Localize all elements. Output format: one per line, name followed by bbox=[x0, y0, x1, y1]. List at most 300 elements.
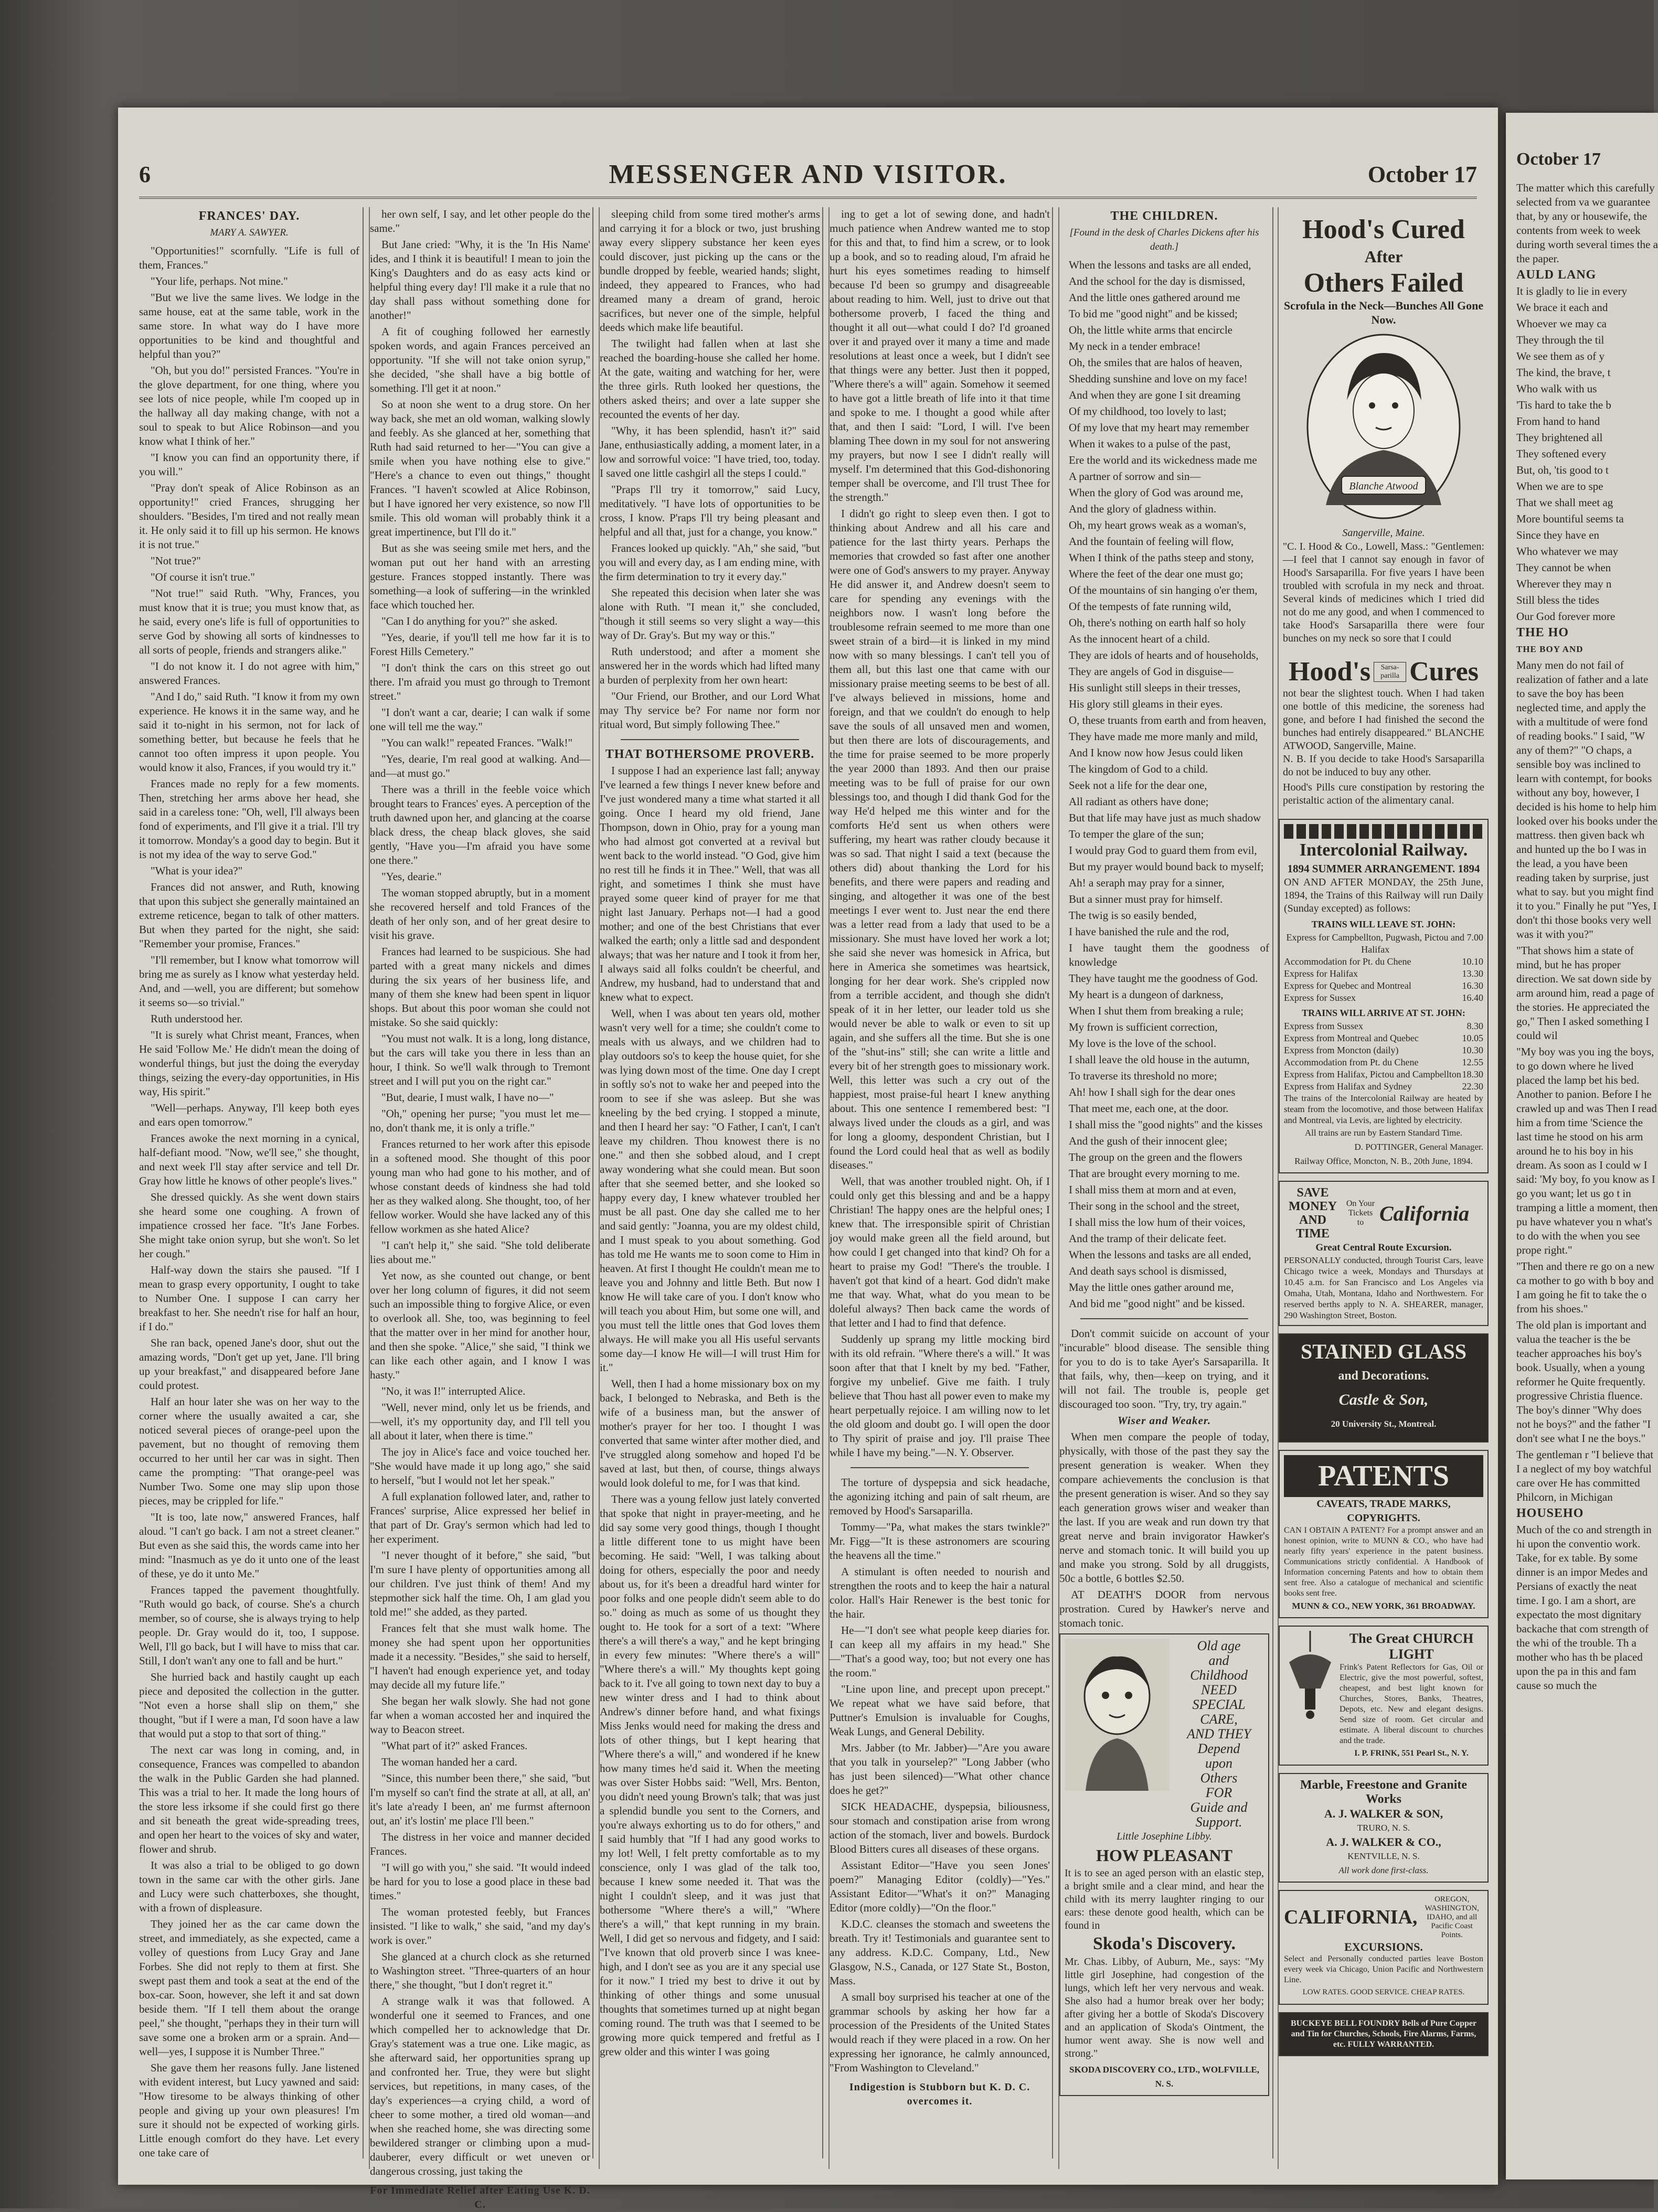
california-big: CALIFORNIA, bbox=[1284, 1906, 1418, 1928]
skoda-side-line: AND THEY bbox=[1186, 1726, 1251, 1741]
poem-line: Shedding sunshine and love on my face! bbox=[1069, 372, 1248, 385]
paragraph: "Your life, perhaps. Not mine." bbox=[151, 275, 288, 287]
california-text: PERSONALLY conducted, through Tourist Cars, leave Chicago twice a week, Mondays and Thursdays at 10.45 a.m. for San Francisco and Los Angeles via Omaha, Utah, Montana, Idaho and Northwestern. For reserved berths apply to N. A. SHEARER, manager, 290 Washington Street, Boston. bbox=[1284, 1255, 1483, 1320]
poem-line: When we are to spe bbox=[1516, 480, 1603, 493]
poem-line: They have taught me the goodness of God. bbox=[1069, 972, 1258, 985]
railway-leave-table bbox=[1284, 932, 1483, 1004]
adjacent-poem-title: AULD LANG bbox=[1516, 268, 1597, 282]
excursions-word: EXCURSIONS. bbox=[1344, 1940, 1423, 1953]
article-title-wiser: Wiser and Weaker. bbox=[1117, 1414, 1211, 1427]
marble-firm-1: A. J. WALKER & SON, bbox=[1324, 1807, 1443, 1820]
marble-title: Marble, Freestone and Granite Works bbox=[1300, 1778, 1468, 1806]
adjacent-subsection-title: THE BOY AND bbox=[1516, 644, 1583, 654]
article-body-proverb bbox=[600, 764, 820, 2059]
adjacent-section-title: THE HO bbox=[1516, 626, 1569, 639]
skoda-side-line: NEED bbox=[1201, 1682, 1237, 1697]
poem-line: I shall miss the low hum of their voices, bbox=[1069, 1216, 1246, 1228]
paragraph: Suddenly up sprang my little mocking bird with its old refrain. "Where there's a will." It was soon after that that I knelt by my bed. "Father, forgive my unbelief. Give me faith. I truly believe that Thou hast all power even to make my heart perpetually rejoice. I am willing now to let the old gloom and doubt go. I will open the door to Thy spirit of praise and joy. I'll praise Thee while I have my being."—N. Y. Observer. bbox=[830, 1333, 1050, 1459]
paragraph: I didn't go right to sleep even then. I got to thinking about Andrew and all his care and patience for the last thirty years. Perhaps the memories that crowded so fast after one another were one of God's answers to my prayer. Anyway He did answer it, and Andrew doesn't seem to care for spending any evenings with the neighbors now. I wasn't long before the troublesome refrain seemed to me more than one sweet strain of a bird—it is linked in my mind now with so many blessings. I can't tell you of them all, but this last one that came with our missionary praise meeting seems to be best of all. I've always believed in missions, home and foreign, and that we couldn't do enough to help save the souls of all unsaved men and women, but then there are lots of discouragements, and the time for praise seemed to be more properly the year 2000 than 1893. And then our praise meeting was to be full of praise for our own blessings too, and though I did thank God for the way He'd helped me this winter and for the comforts He'd sent us when others were suffering, my heart was rather cloudy because it was so sad. That night I said a text (because the others did) about thanking the Lord for his benefits, and there were papers and reading and singing, and altogether it was one of the best meetings I ever went to. Just near the end there was a letter read from a lady that used to be a missionary. She must have loved her work a lot; she said she never was homesick in Africa, but here in America she sometimes was heartsick, longing for her dear work. She's crippled now from a terrible accident, and though she didn't speak of it in her letter, our leader told us she would never be able to walk or even to sit up again, and she suffers all the time. But she is one of the "shut-ins" still; she can write a little and every bit of her strength goes to missionary work. Well, this letter was such a cry out of the happiest, most praise-ful heart I knew anything about. This one sentence I remembered best: "I always lived under the clouds as a girl, and was for long a gloomy, despondent Christian, but I found the Lord could heal that as well as bodily diseases." bbox=[830, 507, 1050, 1171]
timetable-row bbox=[1284, 1056, 1483, 1068]
short-item: K.D.C. cleanses the stomach and sweetens the breath. Try it! Testimonials and guarantee sent to any address. K.D.C. Company, Ltd., New Glasgow, N.S., Canada, or 127 State St., Boston, Mass. bbox=[830, 1918, 1050, 1987]
paragraph: "I will go with you," she said. "It would indeed be hard for you to lose a good place in these bad times." bbox=[370, 1861, 590, 1902]
poem-line: O, these truants from earth and from heaven, bbox=[1069, 714, 1267, 726]
poem-line: The kind, the brave, t bbox=[1516, 366, 1611, 379]
paragraph: "Why, it has been splendid, hasn't it?" said Jane, enthusiastically adding, a moment later, in a low and sorrowful voice: "I have tried, too, today. I saved one little cashgirl all the steps I could." bbox=[600, 424, 820, 479]
poem-line: All radiant as others have done; bbox=[1069, 795, 1209, 808]
train-name: Express from Sussex bbox=[1284, 1021, 1363, 1031]
hoods-subhead: Scrofula in the Neck—Bunches All Gone Now. bbox=[1283, 299, 1484, 326]
article-proverb-continued bbox=[830, 207, 1050, 1460]
railway-title: Intercolonial Railway. bbox=[1299, 840, 1468, 860]
paragraph: Frances did not answer, and Ruth, knowing that upon this subject she generally maintained an extreme reticence, began to talk of other matters. But when they parted for the night, she said: "Remember your promise, Frances." bbox=[139, 881, 359, 950]
ayer-ad bbox=[1059, 1327, 1269, 1412]
poem-line: Of my love that my heart may remember bbox=[1069, 421, 1249, 434]
poem-line: We see them as of y bbox=[1516, 350, 1604, 362]
skoda-side-line: and bbox=[1208, 1653, 1229, 1668]
poem-line: As the innocent heart of a child. bbox=[1069, 633, 1210, 645]
poem-line: Where the feet of the dear one must go; bbox=[1069, 568, 1244, 580]
poem-line: Oh, there's nothing on earth half so holy bbox=[1069, 616, 1246, 629]
paragraph: "I never thought of it before," she said, "but I'm sure I have plenty of opportunities among all our children. I've just think of them! And my stepmother sick half the time. Oh, I am glad you told me!" she added, as they parted. bbox=[370, 1549, 590, 1618]
railway-intro: ON AND AFTER MONDAY, the 25th June, 1894, the Trains of this Railway will run Daily (Sunday excepted) as follows: bbox=[1284, 877, 1483, 914]
hoods-ad bbox=[1279, 210, 1489, 649]
train-time: 16.40 bbox=[1462, 992, 1483, 1003]
short-items bbox=[830, 1476, 1050, 2075]
column-3 bbox=[599, 207, 820, 2169]
paragraph: There was a young fellow just lately converted that spoke that night in prayer-meeting, and he did say some very good things, though I thought a little different tone to us might have been becoming. He said: "Well, I was talking about doing for others, especially the poor and needy about us, for it's been a dreadful hard winter for poor folks and one people didn't seem able to do so." doing as much as some of us thought they ought to. He took for a sort of a text: "Where there's a will there's a way," and he kept bringing in every few minutes: "Where there's a will" "Where there's a will." My thoughts kept going back to it. I've all going to town next day to buy a new winter dress and I had to think about Andrew's dinner before hand, and what fixings Miss Jenks would need for making the dress and lots of other things, but I kept hearing that "Where there's a will," and wondered if he knew how many times he'd said it. When the meeting was over Sister Hobbs said: "Well, Mrs. Benton, you didn't need young Brown's talk; that was just a splendid bundle you sent to the Corners, and you're always exhorting us to do for others," and I said humbly that "If I had any good works to my lot! Well, I felt pretty comfortable as to my conscience, only I was glad of the talk too, because I knew some needed it. That was the night I couldn't sleep, and it was just that bothersome "Where there's a will," "Where there's a will," that kept running in my brain. Well, I did get so nervous and fidgety, and I said: "I've known that old proverb since I was knee-high, and I don't see as you are it any special use for it now." I tried my best to drive it out by thinking of other things and some unusual thoughts that sometimes turned up at night began coming round. The truth was that I seemed to be growing more quick tempered and fretful as I grew older and this winter I was going bbox=[600, 1493, 820, 2058]
railway-season: 1894 SUMMER ARRANGEMENT. 1894 bbox=[1287, 862, 1480, 875]
church-light-maker: I. P. FRINK, 551 Pearl St., N. Y. bbox=[1354, 1749, 1469, 1758]
railway-note-time: All trains are run by Eastern Standard Time. bbox=[1304, 1128, 1463, 1138]
railway-note: The trains of the Intercolonial Railway are heated by steam from the locomotive, and those between Halifax and Montreal, via Levis, are lighted by electricity. bbox=[1284, 1093, 1483, 1125]
adjacent-page-column bbox=[1516, 181, 1658, 1695]
patents-ad bbox=[1279, 1450, 1489, 1618]
adjacent-page-date: October 17 bbox=[1516, 149, 1601, 169]
paragraph: So at noon she went to a drug store. On her way back, she met an old woman, walking slowly and feebly. As she glanced at her, something that Ruth had said returned to her—"You can give a smile when you have nothing else to give." "Here's a chance to even out things," thought Frances. "I haven't scowled at Alice Robinson, but I have ignored her very existence, so now I'll smile. This old woman will probably think it a great impertinence, but I'll do it." bbox=[370, 398, 590, 538]
california-states: OREGON, WASHINGTON, IDAHO, and all Pacific Coast Points. bbox=[1425, 1895, 1479, 1939]
poem-line: And bid me "good night" and be kissed. bbox=[1069, 1297, 1245, 1310]
skoda-side-line: Support. bbox=[1195, 1814, 1242, 1830]
newspaper-page bbox=[118, 108, 1498, 2210]
poem-line: My neck in a tender embrace! bbox=[1069, 340, 1201, 352]
poem-line: They have made me more manly and mild, bbox=[1069, 730, 1258, 743]
train-time: 10.10 bbox=[1462, 956, 1483, 967]
paragraph: "Since, this number been there," she said, "but I'm myself so can't find the strate at all, at all, an' it's late a'ready I been, an' me furmst afternoon out, an' it's lostin' me place I'll been." bbox=[370, 1772, 590, 1827]
train-time: 7.00 bbox=[1466, 932, 1483, 943]
church-light-title: The Great CHURCH LIGHT bbox=[1349, 1631, 1474, 1662]
poem-body bbox=[1059, 258, 1269, 1311]
poem-line: And the gush of their innocent glee; bbox=[1069, 1135, 1228, 1147]
railway-manager: D. POTTINGER, General Manager. bbox=[1354, 1142, 1483, 1152]
adjacent-page bbox=[1506, 113, 1658, 2179]
paragraph: "Praps I'll try it tomorrow," said Lucy, meditatively. "I have lots of opportunities to be cross, I know. P'raps I'll try being pleasant and helpful and all that, just for a change, you know." bbox=[600, 483, 820, 538]
divider bbox=[621, 739, 799, 740]
paragraph: "Not true!" said Ruth. "Why, Frances, you must know that it is true; you must know that, as he said, every one's life is full of opportunities to serve God by showing all sorts of kindnesses to all sorts of people, friends and strangers alike." bbox=[139, 587, 359, 656]
poem-line: I shall miss them at morn and at even, bbox=[1069, 1183, 1237, 1196]
paragraph: "Our Friend, our Brother, and our Lord What may Thy service be? For name nor form nor ritual word, But simply following Thee." bbox=[600, 690, 820, 731]
train-name: Express for Halifax bbox=[1284, 968, 1358, 979]
poem-line: And the fountain of feeling will flow, bbox=[1069, 535, 1234, 548]
paragraph: A strange walk it was that followed. A wonderful one it seemed to Frances, and one which compelled her to acknowledge that Dr. Gray's statement was a true one. Like magic, as she afterward said, her opportunities sprang up and confronted her. True, they were but slight services, but repetitions, in many cases, of the day's experiences—a crying child, a word of cheer to some mother, a tired old woman—and when she reached home, she was directing some bewildered stranger or climbing upon a mud-dauberer, every difficult or wet uneven or dangerous crossing, just taking the bbox=[370, 1995, 590, 2177]
paragraph: Yet now, as she counted out change, or bent over her long column of figures, it did not seem such an impossible thing to forgive Alice, or even to overlook all. She, too, was beginning to feel that the matter over in her mind for another hour, and then she spoke. "Alice," she said, "I think we can like each other again, and I know I was hasty." bbox=[370, 1269, 590, 1381]
short-item: Tommy—"Pa, what makes the stars twinkle?" Mr. Figg—"It is these astronomers are scouring the heavens all the time." bbox=[830, 1521, 1050, 1562]
poem-line: Who walk with us bbox=[1516, 382, 1597, 395]
poem-note: [Found in the desk of Charles Dickens after his death.] bbox=[1069, 227, 1259, 252]
paragraph: The next car was long in coming, and, in consequence, Frances was compelled to abandon the walk in the Public Garden she had planned. This was a trial to her. It made the long hours of the store less irksome if she could first go there and sit beneath the great wide-spreading trees, and open her heart to the voices of sky and water, flower and shrub. bbox=[139, 1744, 359, 1855]
hoods-headline-3: Others Failed bbox=[1303, 268, 1464, 298]
poem-line: Still bless the tides bbox=[1516, 594, 1600, 606]
california-excursion-note: LOW RATES. GOOD SERVICE. CHEAP RATES. bbox=[1302, 1988, 1465, 1996]
poem-line: My love is the love of the school. bbox=[1069, 1037, 1217, 1050]
paragraph: She began her walk slowly. She had not gone far when a woman accosted her and inquired the way to Beacon street. bbox=[370, 1695, 590, 1736]
poem-line: From hand to hand bbox=[1516, 415, 1600, 428]
sarsaparilla-tag: Sarsa-parilla bbox=[1374, 662, 1406, 682]
paragraph: "I do not know it. I do not agree with him," answered Frances. bbox=[139, 660, 359, 687]
train-name: Express from Halifax and Sydney bbox=[1284, 1081, 1412, 1092]
poem-line: To bid me "good night" and be kissed; bbox=[1069, 307, 1238, 320]
paragraph: Much of the co and strength in hi upon the conventio work. Take, for ex table. By some dinner is an impor Medes and Persians of exactly the neat time. I go. I am a short, are expectato the most dignitary backache that com strength of the whi of the trouble. Th a mother who has th be placed upon the pa in this and fam cause so much the bbox=[1516, 1523, 1652, 1692]
paragraph: "Yes, dearie." bbox=[381, 870, 442, 883]
poem-line: When the lessons and tasks are all ended, bbox=[1069, 1248, 1251, 1261]
paragraph: "It is too, late now," answered Frances, half aloud. "I can't go back. I am not a street cleaner." But even as she said this, the words came into her mind: "Inasmuch as ye do it unto one of the least of these, ye do it unto Me." bbox=[139, 1511, 359, 1580]
save-money-text: SAVE MONEY AND TIME bbox=[1289, 1186, 1337, 1241]
paragraph: Many men do not fail of realization of father and a late to save the boy has been neglected time, and apply the with a multitude of were fond of reading books." I said, "W any of them?" "O chaps, a sensible boy was inclined to learn with contempt, for books without any boy, however, I decided is his home to help him looked over his books under the mattress. then given back wh and hunted up the bo I was in the lead, a you have been reading taken by surprise, just what to say. but you might find it to you." Finally he put "Yes, I don't thi those books very well was it with you?" bbox=[1516, 659, 1657, 941]
stained-glass-address: 20 University St., Montreal. bbox=[1331, 1419, 1437, 1429]
paragraph: The woman stopped abruptly, but in a moment she recovered herself and told Frances of the death of her only son, and of her great desire to visit his grave. bbox=[370, 886, 590, 942]
paragraph: The woman handed her a card. bbox=[381, 1756, 517, 1768]
paragraph: She glanced at a church clock as she returned to Washington street. "Three-quarters of an hour there," she thought, "but I don't regret it." bbox=[370, 1950, 590, 1991]
short-item: Assistant Editor—"Have you seen Jones' poem?" Managing Editor (coldly)—"Yes." Assistant Editor—"What's it on?" Managing Editor (more coldly)—"On the floor." bbox=[830, 1859, 1050, 1914]
skoda-side-line: Childhood bbox=[1190, 1668, 1248, 1683]
train-name: Express for Campbellton, Pugwash, Pictou and Halifax bbox=[1286, 932, 1464, 955]
kdc-footer-ad: For Immediate Relief after Eating Use K. D. C. bbox=[370, 2185, 590, 2210]
paragraph: "Then and there re go on a new ca mother to go with b boy and I am going he fit to take the o from his shoes." bbox=[1516, 1260, 1655, 1315]
patents-sub: CAVEATS, TRADE MARKS, COPYRIGHTS. bbox=[1316, 1498, 1451, 1524]
paragraph: her own self, I say, and let other people do the same." bbox=[370, 208, 590, 234]
column-5 bbox=[1058, 207, 1269, 2169]
poem-line: More bountiful seems ta bbox=[1516, 512, 1624, 525]
column-rule bbox=[822, 207, 823, 2158]
poem-line: Wherever they may n bbox=[1516, 578, 1612, 590]
poem-line: May the little ones gather around me, bbox=[1069, 1281, 1234, 1294]
adjacent-household-article bbox=[1516, 1523, 1658, 1693]
paragraph: "That shows him a state of mind, but he has proper direction. We sat down side by arm around him, read a page of the stories. He appreciated the go," Then I asked something I could wil bbox=[1516, 944, 1654, 1042]
train-time: 10.30 bbox=[1462, 1045, 1483, 1055]
paragraph: The distress in her voice and manner decided Frances. bbox=[370, 1831, 590, 1857]
poem-line: Of my childhood, too lovely to last; bbox=[1069, 405, 1227, 418]
timetable-row bbox=[1284, 1044, 1483, 1056]
paragraph: Frances returned to her work after this episode in a softened mood. She thought of this poor young man who had gone to his mother, and of whose constant deeds of kindness she had told her as they walked along. She thought, too, of her fellow worker. Would she have lacked any of this fellow workmen as she hated Alice? bbox=[370, 1138, 590, 1235]
column-rule bbox=[363, 207, 364, 2158]
patents-address: MUNN & CO., NEW YORK, 361 BROADWAY. bbox=[1292, 1601, 1475, 1611]
paragraph: "Opportunities!" scornfully. "Life is full of them, Frances." bbox=[139, 244, 359, 271]
paragraph: The gentleman r "I believe that I a neglect of my boy watchful care over He has committed Philcorn, in Michigan bbox=[1516, 1448, 1654, 1503]
poem-line: And when they are gone I sit dreaming bbox=[1069, 389, 1241, 401]
poem-line: When the lessons and tasks are all ended, bbox=[1069, 259, 1251, 271]
paragraph: "Yes, dearie, if you'll tell me how far it is to Forest Hills Cemetery." bbox=[370, 631, 590, 658]
train-time: 12.55 bbox=[1462, 1057, 1483, 1067]
paragraph: She hurried back and hastily caught up each piece and deposited the collection in the gutter. "Not even a horse shall slip on them," she thought, "but if I were a man, I'd soon have a law that would put a stop to that sort of thing." bbox=[139, 1671, 359, 1740]
poem-line: The group on the green and the flowers bbox=[1069, 1151, 1242, 1163]
poem-line: The kingdom of God to a child. bbox=[1069, 763, 1208, 775]
train-time: 10.05 bbox=[1462, 1033, 1483, 1043]
timetable-row bbox=[1284, 968, 1483, 980]
train-time: 8.30 bbox=[1466, 1021, 1483, 1031]
poem-line: My heart is a dungeon of darkness, bbox=[1069, 988, 1224, 1001]
timetable-row bbox=[1284, 1068, 1483, 1081]
train-time: 13.30 bbox=[1462, 968, 1483, 979]
timetable-row bbox=[1284, 1020, 1483, 1032]
paragraph: AT DEATH'S DOOR from nervous prostration. Cured by Hawker's nerve and stomach tonic. bbox=[1059, 1588, 1269, 1629]
hoods-cures-text: not bear the slightest touch. When I had taken one bottle of this medicine, the soreness had gone, and before I had finished the second the bunches had entirely disappeared." BLANCHE ATWOOD, Sangerville, Maine. bbox=[1283, 688, 1484, 752]
train-name: Accommodation for Pt. du Chene bbox=[1284, 956, 1411, 967]
poem-line: Of the tempests of fate running wild, bbox=[1069, 600, 1231, 613]
portrait-nameplate: Blanche Atwood bbox=[1349, 480, 1418, 492]
paragraph: "Oh," opening her purse; "you must let me—no, don't thank me, it is only a trifle." bbox=[370, 1107, 590, 1134]
railway-banner-pattern bbox=[1284, 824, 1483, 839]
skoda-side-line: upon bbox=[1205, 1756, 1232, 1771]
story-title: FRANCES' DAY. bbox=[198, 209, 300, 223]
poem-line: Whoever we may ca bbox=[1516, 317, 1607, 330]
paragraph: "It is surely what Christ meant, Frances, when He said 'Follow Me.' He didn't mean the doing of wonderful things, but just the doing the everyday things, seizing the every-day opportunities, in His way, His spirit." bbox=[139, 1029, 359, 1098]
paragraph: "I'll remember, but I know what tomorrow will bring me as surely as I know what yesterday held. And, and —well, you are different; but somehow it seems so—so trivial." bbox=[139, 954, 359, 1009]
story-body bbox=[139, 244, 359, 2160]
column-rule bbox=[1272, 207, 1273, 2158]
paragraph: The woman protested feebly, but Frances insisted. "I like to walk," she said, "and my day's work is over." bbox=[370, 1906, 590, 1947]
paragraph: But Jane cried: "Why, it is the 'In His Name' ides, and I think it is beautiful! I mean to join the King's Daughters and do as easy acts kind or helpful thing every day! I'll make it a rule that no day shall pass without something done for another!" bbox=[370, 238, 590, 322]
hoods-brand: Hood's bbox=[1289, 657, 1371, 687]
paragraph: But as she was seeing smile met hers, and the woman put out her hand with an arresting gesture. Frances stopped instantly. There was something—a look of suffering—in the wrinkled face which touched her. bbox=[370, 542, 590, 611]
railway-arrive-head: TRAINS WILL ARRIVE AT ST. JOHN: bbox=[1302, 1008, 1465, 1018]
paragraph: They joined her as the car came down the street, and immediately, as she expected, came a volley of questions from Lucy Gray and Jane Forbes. She did not reply to them at first. She swept past them and took a seat at the end of the box-car. Soon, however, she left it and sat down beside them. "If I tell them about the orange peel," she thought, "perhaps they in their turn will save some one a broken arm or a sprain. And—well—yes, I suppose it is Number Three." bbox=[139, 1918, 359, 2058]
hoods-note: N. B. If you decide to take Hood's Sarsaparilla do not be induced to buy any other. bbox=[1283, 753, 1484, 778]
poem-line: But my prayer would bound back to myself; bbox=[1069, 860, 1264, 873]
hoods-headline-1: Hood's Cured bbox=[1302, 215, 1465, 244]
paragraph: "But, dearie, I must walk, I have no—" bbox=[381, 1091, 554, 1104]
poem-line: 'Tis hard to take the b bbox=[1516, 399, 1611, 411]
poem-line: I would pray God to guard them from evil, bbox=[1069, 844, 1257, 857]
paragraph: The matter which this carefully selected from va we guarantee that, by any or housewife, the contents from week to week during worth several times the a the paper. bbox=[1516, 181, 1658, 265]
hoods-cures-ad bbox=[1279, 657, 1489, 811]
portrait-blanche-atwood bbox=[1305, 332, 1462, 521]
poem-line: And the tramp of their delicate feet. bbox=[1069, 1232, 1227, 1245]
paragraph: "You can walk!" repeated Frances. "Walk!" bbox=[381, 736, 573, 749]
paragraph: I suppose I had an experience last fall; anyway I've learned a few things I never knew before and I've just wondered many a time what started it all going. Once I heard my old friend, Jane Thompson, down in Ohio, pray for a young man who had almost got converted at a revival but went back to the world instead. "O God, give him no rest till he finds it in Thee." Well, that was all right, and sometimes I think she must have prayed some queer kind of prayer for me that night last January. Perhaps not—I had a good mother; and one of the best Christians that ever walked the earth; only a little sad and despondent always; that was her nature and I took it from her, I always said all folks couldn't be cheerful, and Andrew, my husband, had to understand that and knew what to expect. bbox=[600, 764, 820, 1003]
paragraph: Frances felt that she must walk home. The money she had spent upon her opportunities made it a necessity. "Besides," she said to herself, "I haven't had enough experience yet, and today may decide all my future life." bbox=[370, 1622, 590, 1691]
poem-line: When I shut them from breaking a rule; bbox=[1069, 1005, 1244, 1017]
paragraph: "What part of it?" asked Frances. bbox=[381, 1739, 528, 1752]
poem-line: Oh, my heart grows weak as a woman's, bbox=[1069, 519, 1246, 531]
paragraph: She gave them her reasons fully. Jane listened with evident interest, but Lucy yawned and said: "How tiresome to be always thinking of other people and giving up your own pleasures! I'm sure it should not be expected of working girls. Little enough comfort do they have. Let every one take care of bbox=[139, 2061, 359, 2159]
paragraph: Well, when I was about ten years old, mother wasn't very well for a time; she couldn't come to meals with us always, and we children had to play outdoors so's to keep the house quiet, for she was lying down most of the time. One day I crept in softly so's not to wake her and peeped into the room to see if she was asleep. But she was kneeling by the bed crying. I stopped a minute, and then I heard her say: "O Father, I can't, I can't leave my children. Thou knowest there is no one." and then she sobbed aloud, and I crept away wondering what she could mean. But soon after that she seemed better, and she looked so happy every day, I knew whatever troubled her must be all past. One day she called me to her and said gently: "Joanna, you are my oldest child, and I must speak to you about something. God has told me He wants me to soon come to Him in heaven. At first I thought He couldn't mean me to leave you and Johnny and little Beth. But now I know He will take care of you. I don't know who will teach you about Him, but some one will, and you must tell the little ones that God loves them always. He will make you all His useful servants some day—I know He will—I will trust Him for it." bbox=[600, 1007, 820, 1374]
poem-line: His sunlight still sleeps in their tresses, bbox=[1069, 681, 1241, 694]
paragraph: When men compare the people of today, physically, with those of the past they say the present generation is weaker. When they compare achievements the conclusion is that the present generation is wiser. And so they say each generation grows wiser and weaker than the last. If you are weak and run down try that great nerve and brain invigorator Hawker's nerve and stomach tonic. It will build you up and make you strong. Sold by all druggists, 50c a bottle, 6 bottles $2.50. bbox=[1059, 1430, 1269, 1585]
poem-line: They through the til bbox=[1516, 334, 1604, 346]
marble-note: All work done first-class. bbox=[1338, 1865, 1429, 1875]
skoda-testimonial: Mr. Chas. Libby, of Auburn, Me., says: "My little girl Josephine, had congestion of the lungs, which left her very nervous and weak. She also had a humor break over her body; after giving her a bottle of Skoda's Discovery and an application of Skoda's Ointment, the humor went away. She is now well and strong." bbox=[1065, 1956, 1264, 2059]
marble-town-1: TRURO, N. S. bbox=[1357, 1823, 1410, 1833]
paragraph: "And I do," said Ruth. "I know it from my own experience. He knows it in the same way, and he said it to-night in his sermon, not for lack of something better, but because he feels that he cannot too often impress it upon people. You would know it also, Frances, if you would try it." bbox=[139, 690, 359, 774]
paragraph: Half an hour later she was on her way to the corner where the usually awaited a car, she noticed several pieces of orange-peel upon the pavement, but no thought of removing them occurred to her until her car was in sight. Then came the prompting: "That orange-peel was Number Two. Some one may slip upon those pieces, may be crippled for life." bbox=[139, 1395, 359, 1507]
child-portrait-icon bbox=[1065, 1639, 1170, 1791]
train-name: Express for Quebec and Montreal bbox=[1284, 980, 1411, 991]
poem-line: Ere the world and its wickedness made me bbox=[1069, 454, 1257, 466]
paragraph: The joy in Alice's face and voice touched her. "She would have made it up long ago," she said to herself, "but I would not let her speak." bbox=[370, 1446, 590, 1487]
adjacent-household-title: HOUSEHO bbox=[1516, 1506, 1584, 1520]
paragraph: Frances looked up quickly. "Ah," she said, "but you will and every day, as I am ending mine, with the firm determination to try it every day." bbox=[600, 542, 820, 583]
train-name: Express for Sussex bbox=[1284, 992, 1356, 1003]
paragraph: "My boy was you ing the boys, to go down where he lived placed the lamp bet his bed. Another to panion. Before I he crawled up and was Then I read him a from time 'Science the last time he stood on his arm around he to his boy in his dream. As soon as I could w I said: 'My boy, fo you know as I go you want; let us go t in tramping a little a moment, then pu have whatever you n what's to do with the when you see prope right." bbox=[1516, 1045, 1658, 1256]
poem-line: When it wakes to a pulse of the past, bbox=[1069, 437, 1231, 450]
marble-firm-2: A. J. WALKER & CO., bbox=[1326, 1835, 1441, 1848]
story-author: MARY A. SAWYER. bbox=[210, 227, 289, 238]
train-name: Express from Moncton (daily) bbox=[1284, 1045, 1399, 1055]
poem-line: And the glory of gladness within. bbox=[1069, 503, 1217, 515]
skoda-side-line: Others bbox=[1200, 1770, 1238, 1786]
paragraph: Ruth understood; and after a moment she answered her in the words which had lifted many a burden of perplexity from her own heart: bbox=[600, 645, 820, 686]
paragraph: "I don't want a car, dearie; I can walk if some one will tell me the way." bbox=[370, 706, 590, 733]
poem-line: They softened every bbox=[1516, 447, 1607, 460]
skoda-side-line: Guide and bbox=[1190, 1800, 1248, 1815]
poem-line: Oh, the little white arms that encircle bbox=[1069, 324, 1232, 336]
poem-line: To temper the glare of the sun; bbox=[1069, 828, 1204, 840]
timetable-row bbox=[1284, 980, 1483, 992]
paragraph: "No, it was I!" interrupted Alice. bbox=[381, 1385, 526, 1397]
poem-line: Their song in the school and the street, bbox=[1069, 1200, 1240, 1212]
poem-title: THE CHILDREN. bbox=[1110, 209, 1218, 223]
poem-line: Of the mountains of sin hanging o'er them, bbox=[1069, 584, 1258, 596]
poem-line: Ah! a seraph may pray for a sinner, bbox=[1069, 877, 1225, 889]
paragraph: "Can I do anything for you?" she asked. bbox=[381, 615, 558, 627]
skoda-side-line: SPECIAL CARE, bbox=[1192, 1697, 1246, 1727]
marble-works-ad bbox=[1279, 1773, 1489, 1883]
story-body-continued bbox=[370, 207, 590, 2178]
paragraph: "Well, never mind, only let us be friends, and—well, it's my opportunity day, and I'll tell you all about it later, when there is time." bbox=[370, 1401, 590, 1442]
poem-line: They brightened all bbox=[1516, 431, 1603, 444]
column-6-ads bbox=[1278, 207, 1489, 2169]
paragraph: She repeated this decision when later she was alone with Ruth. "I mean it," she concluded, "though it still seems so very slight a way—this way of Dr. Gray's. But my way or this." bbox=[600, 586, 820, 642]
poem-line: And death says school is dismissed, bbox=[1069, 1265, 1227, 1277]
paragraph: The twilight had fallen when at last she reached the boarding-house she called her home. At the gate, waiting and watching for her, were the three girls. Ruth looked her questions, the others asked theirs; and over a late supper she recounted the events of her day. bbox=[600, 337, 820, 421]
paragraph: A fit of coughing followed her earnestly spoken words, and again Frances perceived an opportunity. "If she will not take onion syrup," she decided, "she shall have a big bottle of something. I'll get it at noon." bbox=[370, 325, 590, 394]
poem-line: That are brought every morning to me. bbox=[1069, 1167, 1240, 1180]
poem-line: Since they have en bbox=[1516, 529, 1600, 541]
paragraph: She dressed quickly. As she went down stairs she heard some one coughing. A frown of impatience crossed her face. "It's Jane Forbes. She might take onion syrup, but she won't. So let her cough." bbox=[139, 1191, 359, 1260]
poem-line: And the little ones gathered around me bbox=[1069, 291, 1240, 304]
kdc-footer-ad: Indigestion is Stubborn but K. D. C. overcomes it. bbox=[849, 2081, 1030, 2107]
paragraph: "Well—perhaps. Anyway, I'll keep both eyes and ears open tomorrow." bbox=[139, 1102, 359, 1128]
poem-line: Oh, the smiles that are halos of heaven, bbox=[1069, 356, 1242, 369]
railway-leave-head: TRAINS WILL LEAVE ST. JOHN: bbox=[1311, 919, 1456, 929]
train-time: 18.30 bbox=[1462, 1069, 1483, 1080]
article-body-wiser bbox=[1059, 1430, 1269, 1630]
timetable-row bbox=[1284, 932, 1483, 956]
skoda-product: Skoda's Discovery. bbox=[1092, 1934, 1236, 1953]
column-1 bbox=[139, 207, 359, 2169]
poem-line: And the school for the day is dismissed, bbox=[1069, 275, 1245, 287]
divider bbox=[1080, 1318, 1248, 1319]
article-title-proverb: THAT BOTHERSOME PROVERB. bbox=[605, 747, 815, 761]
bell-foundry-ad: BUCKEYE BELL FOUNDRY Bells of Pure Copper and Tin for Churches, Schools, Fire Alarms, Farms, etc. FULLY WARRANTED. bbox=[1279, 2012, 1489, 2056]
paragraph: "Of course it isn't true." bbox=[151, 571, 255, 583]
poem-line: I shall miss the "good nights" and the kisses bbox=[1069, 1118, 1263, 1131]
paragraph: "I can't help it," she said. "She told deliberate lies about me." bbox=[370, 1239, 590, 1266]
divider bbox=[851, 1467, 1029, 1468]
poem-line: But, oh, 'tis good to t bbox=[1516, 464, 1609, 476]
poem-line: They are idols of hearts and of households, bbox=[1069, 649, 1259, 661]
california-ad bbox=[1279, 1181, 1489, 1326]
church-light-ad bbox=[1279, 1626, 1489, 1766]
paragraph: Frances awoke the next morning in a cynical, half-defiant mood. "Now, we'll see," she thought, and next week I'll stay after service and tell Dr. Gray how little he knows of other people's lives." bbox=[139, 1132, 359, 1187]
paragraph: Frances made no reply for a few moments. Then, stretching her arms above her head, she said in a careless tone: "Oh, well, I'll always been fond of experiments, and I'll give it a trial. I'll try it tomorrow. Monday's a good day to begin. But it is not my idea of the way to serve God." bbox=[139, 777, 359, 861]
masthead bbox=[139, 155, 1477, 199]
patents-title: PATENTS bbox=[1284, 1455, 1483, 1497]
paragraph: "You must not walk. It is a long, long distance, but the cars will take you there in less than an hour, I think. So we'll walk through to Tremont street and I will put you on the right car." bbox=[370, 1032, 590, 1087]
stained-glass-ad bbox=[1279, 1333, 1489, 1442]
poem-line: When the glory of God was around me, bbox=[1069, 486, 1244, 499]
page-number: 6 bbox=[139, 162, 151, 187]
short-item: A stimulant is often needed to nourish and strengthen the roots and to keep the hair a natural color. Hall's Hair Renewer is the best tonic for the hair. bbox=[830, 1565, 1050, 1620]
skoda-caption: Little Josephine Libby. bbox=[1117, 1831, 1212, 1842]
paragraph: ing to get a lot of sewing done, and hadn't much patience when Andrew wanted me to stop for this and that, to find him a screw, or to look up a book, and so to reading aloud, I'm afraid he hurt his eyes sometimes reading to himself because I'd been so grumpy and disagreeable about reading to him. Well, just to drive out that bothersome proverb, I faced the thing and thought it all out—what could I do? I'd groaned over it and prayed over it many a time and made resolutions at least once a week, but I didn't see that things were any better. Just then it popped, "Where there's a will" again. Somehow it seemed to have got a little breath of life into it that time and spoke to me. I thought a good while after that, and then I said: "Lord, I will. I've been blaming Thee down in my soul for not answering my prayers, but now I see I didn't really will myself. I'm determined that this God-dishonoring temper shall be overcome, and I'll trust Thee for the strength." bbox=[830, 208, 1050, 504]
paragraph: Well, that was another troubled night. Oh, if I could only get this blessing and and be a happy Christian! The happy ones are the helpful ones; I knew that. The irresponsible spirit of Christian joy would make green all the field around, but how could I get changed into that kind? Oh for a heart to praise my God! "There's the trouble. I haven't got that kind of a heart. God didn't make me that way. What, what do you mean to be doleful always? Then back came the words of that letter and I had to find that defence. bbox=[830, 1175, 1050, 1329]
adjacent-article bbox=[1516, 658, 1658, 1504]
column-rule bbox=[592, 207, 593, 2158]
poem-line: It is gladly to lie in every bbox=[1516, 285, 1628, 297]
paragraph: Frances tapped the pavement thoughtfully. "Ruth would go back, of course. She's a church member, so of course, she is always trying to help people. Dr. Gray would do it, too, I suppose. Well, I'll go back, but I will have to miss that car. Still, I don't wan't any one to fall and be hurt." bbox=[139, 1584, 359, 1667]
poem-line: Our God forever more bbox=[1516, 610, 1616, 623]
hoods-testimonial: "C. I. Hood & Co., Lowell, Mass.: "Gentlemen:—I feel that I cannot say enough in favor of Hood's Sarsaparilla. For five years I have been troubled with scrofula in my neck and throat. Several kinds of medicines which I tried did not do me any good, and when I commenced to take Hood's Sarsaparilla there were four bunches on my neck so sore that I could bbox=[1283, 541, 1484, 644]
short-item: Mrs. Jabber (to Mr. Jabber)—"Are you aware that you talk in yourselep?" "Long Jabber (who has just been silenced)—"What other chance does he get?" bbox=[830, 1741, 1050, 1797]
story-ending bbox=[600, 207, 820, 732]
tickets-text: On Your Tickets to bbox=[1346, 1199, 1375, 1227]
poem-line: I have banished the rule and the rod, bbox=[1069, 925, 1229, 938]
paragraph: Ruth understood her. bbox=[151, 1012, 243, 1025]
paragraph: A full explanation followed later, and, rather to Frances' surprise, Alice expressed her belief in that part of Dr. Gray's sermon which had led to her experiment. bbox=[370, 1490, 590, 1545]
california-excursion-ad bbox=[1279, 1890, 1489, 2005]
poem-line: Who whatever we may bbox=[1516, 545, 1619, 558]
excursion-line: Great Central Route Excursion. bbox=[1315, 1242, 1452, 1253]
short-item: "Line upon line, and precept upon precept." We repeat what we have said before, that Puttner's Emulsion is invaluable for Coughs, Weak Lungs, and General Debility. bbox=[830, 1683, 1050, 1738]
adjacent-poem bbox=[1516, 284, 1658, 624]
paragraph: "Not true?" bbox=[151, 554, 201, 567]
stained-glass-title: STAINED GLASS bbox=[1300, 1340, 1467, 1363]
skoda-side-line: Old age bbox=[1197, 1638, 1241, 1653]
paragraph: It was also a trial to be obliged to go down town in the same car with the other girls. Jane and Lucy were such chatterboxes, she thought, with a frown of displeasure. bbox=[139, 1859, 359, 1914]
paragraph: Well, then I had a home missionary box on my back, I belonged to Nebraska, and Beth is the wife of a business man, but the answer of mother's prayer for her too. I thought I was converted that same winter after mother died, and I've struggled along somehow and hoped I'd be saved at last, but then, of course, things always would look doleful to me, for I was that kind. bbox=[600, 1377, 820, 1489]
train-time: 22.30 bbox=[1462, 1081, 1483, 1092]
poem-line: To traverse its threshold no more; bbox=[1069, 1070, 1217, 1082]
skoda-side-line: Depend bbox=[1197, 1741, 1240, 1756]
column-2 bbox=[369, 207, 590, 2210]
paragraph: sleeping child from some tired mother's arms and carrying it for a block or two, just brushing away every slippery substance her keen eyes could discover, just picking up the cans or the bundle dropped by feeble, wearied hands; slight, indeed, they appeared to Frances, who had dreamed many a dream of grand, heroic sacrifices, but never one of the simple, helpful deeds which make life beautiful. bbox=[600, 208, 820, 334]
timetable-row bbox=[1284, 1032, 1483, 1044]
adjacent-intro bbox=[1516, 181, 1658, 266]
poem-line: That meet me, each one, at the door. bbox=[1069, 1102, 1229, 1115]
poem-line: The twig is so easily bended, bbox=[1069, 909, 1197, 922]
paragraph: The old plan is important and valua the teacher is the be teacher approaches his boy's book. Usually, when a young reformer he Quite frequently. progressive Christia fluence. The boy's dinner "Why does not he boys?" and the father "I don't see what I ne the boys." bbox=[1516, 1319, 1651, 1445]
column-4 bbox=[828, 207, 1050, 2169]
railway-ad bbox=[1279, 819, 1489, 1173]
column-rule bbox=[1052, 207, 1053, 2158]
poem-line: His glory still gleams in their eyes. bbox=[1069, 698, 1223, 710]
train-name: Express from Montreal and Quebec bbox=[1284, 1033, 1419, 1043]
california-word: California bbox=[1379, 1201, 1470, 1225]
hoods-cures: Cures bbox=[1409, 657, 1479, 687]
train-name: Accommodation from Pt. du Chene bbox=[1284, 1057, 1419, 1067]
short-item: SICK HEADACHE, dyspepsia, biliousness, sour stomach and constipation arise from wrong action of the stomach, liver and bowels. Burdock Blood Bitters cures all diseases of these organs. bbox=[830, 1800, 1050, 1855]
train-name: Express from Halifax, Pictou and Campbellton bbox=[1284, 1069, 1461, 1080]
